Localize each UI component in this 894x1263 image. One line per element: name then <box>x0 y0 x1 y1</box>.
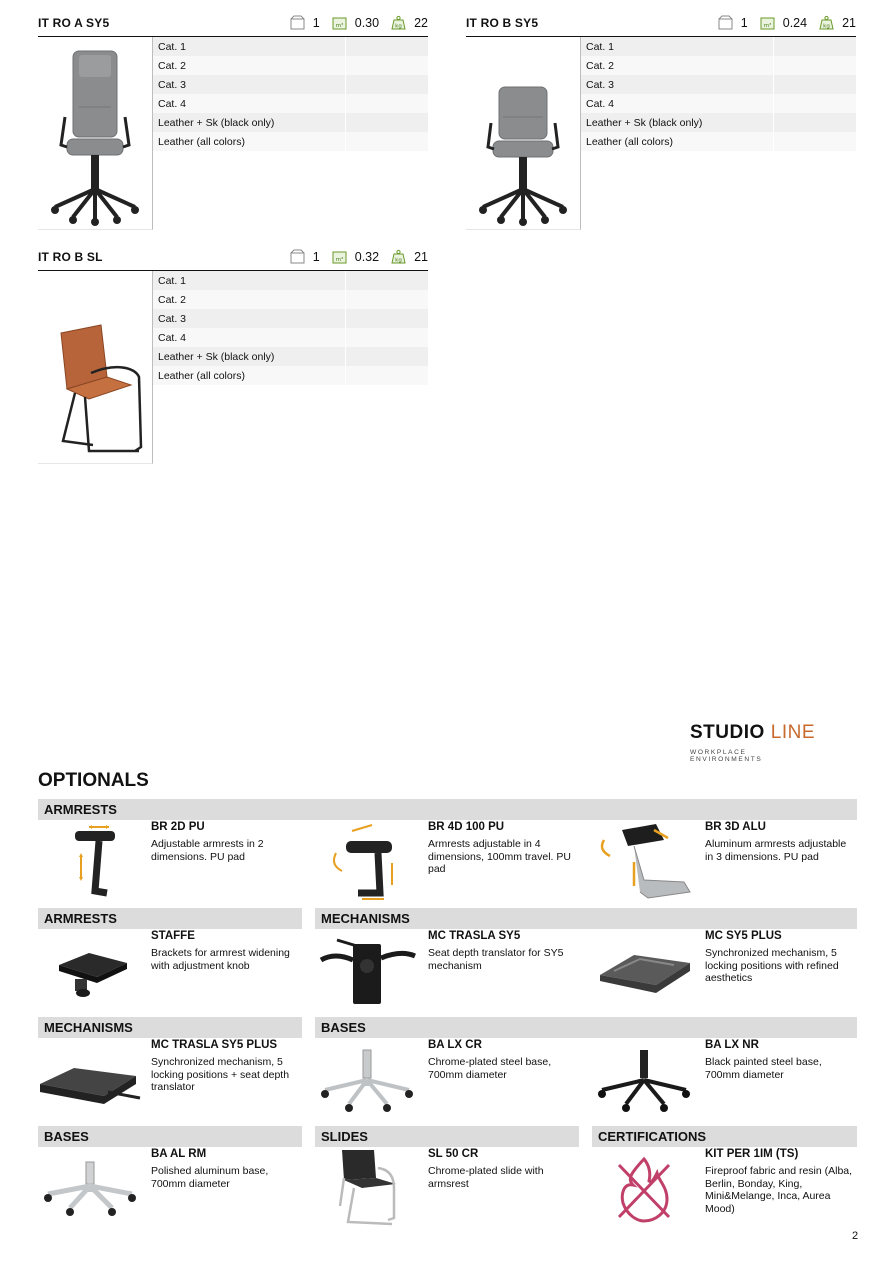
product-title: IT RO B SY5 <box>466 16 539 30</box>
armrest-image <box>38 820 142 906</box>
table-row: Cat. 3 <box>581 75 856 94</box>
box-icon <box>718 15 733 30</box>
table-row: Leather (all colors) <box>153 366 428 385</box>
page-number: 2 <box>852 1230 859 1242</box>
price-table <box>153 271 428 464</box>
table-row: Cat. 1 <box>153 271 428 290</box>
option-mc-trasla-sy5-plus: MC TRASLA SY5 PLUS Synchronized mechanism, 5 locking positions + seat depth translator <box>38 1038 302 1124</box>
table-row: Leather (all colors) <box>581 132 856 151</box>
product-header <box>466 14 856 37</box>
weight-value: 21 <box>842 15 856 30</box>
price-table <box>153 37 428 230</box>
table-row: Leather (all colors) <box>153 132 428 151</box>
product-stats <box>278 249 428 264</box>
fire-icon <box>592 1147 696 1233</box>
table-row: Cat. 1 <box>581 37 856 56</box>
box-count: 1 <box>312 249 320 264</box>
section-header-mechanisms: MECHANISMS <box>38 1017 302 1038</box>
table-row: Cat. 2 <box>153 290 428 309</box>
volume-icon <box>332 15 347 30</box>
product-stats <box>706 15 856 30</box>
section-header-armrests: ARMRESTS <box>38 908 302 929</box>
product-stats <box>278 15 428 30</box>
svg-text:kg: kg <box>395 257 402 264</box>
table-row: Leather + Sk (black only) <box>581 113 856 132</box>
option-mc-trasla-sy5: MC TRASLA SY5 Seat depth translator for SY5 mechanism <box>315 929 579 1015</box>
volume-icon <box>332 249 347 264</box>
mechanism-image <box>38 1038 142 1124</box>
base-image <box>592 1038 696 1124</box>
weight-value: 22 <box>414 15 428 30</box>
option-br-2d-pu: BR 2D PU Adjustable armrests in 2 dimensions. PU pad <box>38 820 302 906</box>
armrest-image <box>592 820 696 906</box>
section-header-bases: BASES <box>38 1126 302 1147</box>
table-row: Cat. 2 <box>581 56 856 75</box>
option-staffe: STAFFE Brackets for armrest widening with adjustment knob <box>38 929 302 1015</box>
product-header <box>38 14 428 37</box>
chair-image <box>38 37 153 230</box>
weight-icon <box>819 15 834 30</box>
table-row: Cat. 4 <box>153 328 428 347</box>
volume-value: 0.32 <box>354 249 380 264</box>
option-mc-sy5-plus: MC SY5 PLUS Synchronized mechanism, 5 locking positions with refined aesthetics <box>592 929 856 1015</box>
option-kit-per-1im-ts: KIT PER 1IM (TS) Fireproof fabric and resin (Alba, Berlin, Bonday, King, Mini&Melange, Inca, Aurea Mood) <box>592 1147 856 1233</box>
volume-value: 0.30 <box>354 15 380 30</box>
chair-image <box>38 271 153 464</box>
weight-icon <box>391 15 406 30</box>
base-image <box>315 1038 419 1124</box>
table-row: Cat. 3 <box>153 75 428 94</box>
slide-chair-image <box>315 1147 419 1233</box>
svg-text:m³: m³ <box>335 257 344 263</box>
box-icon <box>290 15 305 30</box>
chair-image <box>466 37 581 230</box>
volume-value: 0.24 <box>782 15 808 30</box>
optionals-title: OPTIONALS <box>38 770 149 791</box>
option-br-4d-100-pu: BR 4D 100 PU Armrests adjustable in 4 dimensions, 100mm travel. PU pad <box>315 820 579 906</box>
product-title: IT RO B SL <box>38 250 103 264</box>
product-header <box>38 248 428 271</box>
table-row: Cat. 4 <box>581 94 856 113</box>
option-ba-al-rm: BA AL RM Polished aluminum base, 700mm diameter <box>38 1147 302 1233</box>
section-header-slides: SLIDES <box>315 1126 579 1147</box>
option-sl-50-cr: SL 50 CR Chrome-plated slide with armsrest <box>315 1147 579 1233</box>
price-table <box>581 37 856 230</box>
table-row: Cat. 3 <box>153 309 428 328</box>
option-ba-lx-cr: BA LX CR Chrome-plated steel base, 700mm diameter <box>315 1038 579 1124</box>
box-count: 1 <box>312 15 320 30</box>
svg-text:kg: kg <box>823 23 830 30</box>
section-header-bases: BASES <box>315 1017 857 1038</box>
table-row: Leather + Sk (black only) <box>153 113 428 132</box>
option-ba-lx-nr: BA LX NR Black painted steel base, 700mm diameter <box>592 1038 856 1124</box>
armrest-image <box>315 820 419 906</box>
svg-text:m³: m³ <box>335 23 344 29</box>
weight-icon <box>391 249 406 264</box>
mechanism-image <box>315 929 419 1015</box>
volume-icon <box>760 15 775 30</box>
base-image <box>38 1147 142 1233</box>
box-count: 1 <box>740 15 748 30</box>
section-header-mechanisms: MECHANISMS <box>315 908 857 929</box>
product-it-ro-a-sy5 <box>38 14 428 230</box>
table-row: Cat. 2 <box>153 56 428 75</box>
table-row: Cat. 4 <box>153 94 428 113</box>
svg-text:m³: m³ <box>763 23 772 29</box>
product-title: IT RO A SY5 <box>38 16 110 30</box>
product-it-ro-b-sl <box>38 248 428 464</box>
table-row: Leather + Sk (black only) <box>153 347 428 366</box>
mechanism-image <box>592 929 696 1015</box>
option-br-3d-alu: BR 3D ALU Aluminum armrests adjustable in 3 dimensions. PU pad <box>592 820 856 906</box>
bracket-image <box>38 929 142 1015</box>
table-row: Cat. 1 <box>153 37 428 56</box>
product-it-ro-b-sy5 <box>466 14 856 230</box>
weight-value: 21 <box>414 249 428 264</box>
studio-line-logo: STUDIO LINE WORKPLACE ENVIRONMENTS <box>690 722 816 763</box>
box-icon <box>290 249 305 264</box>
section-header-certifications: CERTIFICATIONS <box>592 1126 857 1147</box>
svg-text:kg: kg <box>395 23 402 30</box>
section-header-armrests: ARMRESTS <box>38 799 857 820</box>
